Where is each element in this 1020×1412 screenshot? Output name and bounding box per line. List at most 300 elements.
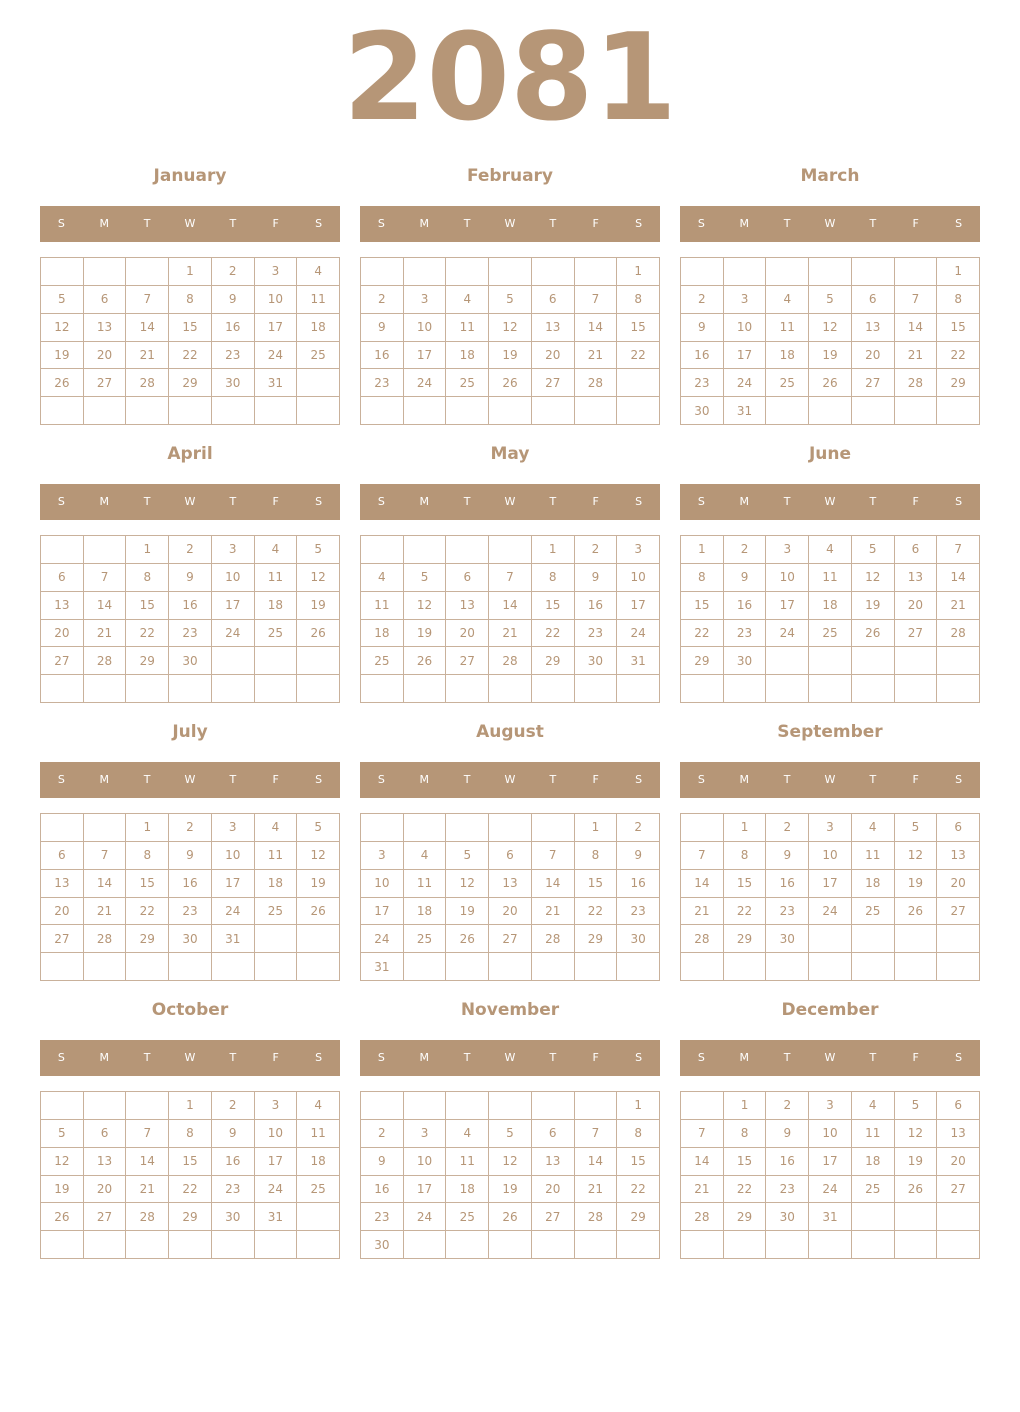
days-grid [40, 535, 340, 703]
day-cell: 10 [724, 314, 767, 342]
weekday-label: M [99, 1051, 110, 1064]
weekday-label: T [463, 1051, 471, 1064]
day-cell: 10 [404, 1148, 447, 1176]
day-cell: 25 [852, 898, 895, 926]
day-cell: 2 [617, 814, 660, 842]
day-cell: 6 [937, 814, 980, 842]
day-cell: 7 [126, 1120, 169, 1148]
empty-day-cell [937, 1231, 980, 1259]
day-cell: 5 [809, 286, 852, 314]
day-cell: 26 [489, 369, 532, 397]
weekday-label: T [229, 773, 237, 786]
day-cell: 31 [361, 953, 404, 981]
empty-day-cell [126, 258, 169, 286]
weekday-label: S [315, 773, 323, 786]
day-cell: 20 [937, 1148, 980, 1176]
weekday-label: M [419, 1051, 430, 1064]
day-cell: 30 [724, 647, 767, 675]
weekday-label: S [697, 217, 705, 230]
day-cell: 6 [532, 286, 575, 314]
day-cell: 15 [126, 870, 169, 898]
empty-day-cell [41, 675, 84, 703]
day-cell: 5 [297, 536, 340, 564]
day-cell: 4 [297, 1092, 340, 1120]
empty-day-cell [489, 953, 532, 981]
day-cell: 19 [404, 620, 447, 648]
day-cell: 14 [575, 1148, 618, 1176]
empty-day-cell [852, 258, 895, 286]
empty-day-cell [446, 675, 489, 703]
empty-day-cell [895, 258, 938, 286]
day-cell: 11 [404, 870, 447, 898]
day-cell: 23 [681, 369, 724, 397]
day-cell: 27 [489, 925, 532, 953]
day-cell: 7 [532, 842, 575, 870]
day-cell: 3 [404, 1120, 447, 1148]
day-cell: 22 [617, 342, 660, 370]
day-cell: 17 [404, 1176, 447, 1204]
day-cell: 15 [532, 592, 575, 620]
weekday-label: T [143, 495, 151, 508]
day-cell: 9 [575, 564, 618, 592]
weekday-label: T [549, 1051, 557, 1064]
empty-day-cell [766, 397, 809, 425]
empty-day-cell [532, 258, 575, 286]
empty-day-cell [532, 953, 575, 981]
empty-day-cell [489, 397, 532, 425]
empty-day-cell [617, 953, 660, 981]
weekday-label: S [377, 495, 385, 508]
day-cell: 30 [575, 647, 618, 675]
empty-day-cell [446, 536, 489, 564]
weekday-label: F [912, 773, 919, 786]
weekday-label: F [592, 1051, 599, 1064]
day-cell: 12 [41, 1148, 84, 1176]
day-cell: 6 [41, 564, 84, 592]
day-cell: 26 [446, 925, 489, 953]
day-cell: 22 [126, 620, 169, 648]
month-name: September [777, 722, 883, 742]
empty-day-cell [895, 397, 938, 425]
empty-day-cell [84, 258, 127, 286]
day-cell: 25 [446, 1203, 489, 1231]
empty-day-cell [532, 1231, 575, 1259]
empty-day-cell [681, 1092, 724, 1120]
empty-day-cell [852, 1231, 895, 1259]
day-cell: 2 [361, 286, 404, 314]
day-cell: 16 [361, 1176, 404, 1204]
day-cell: 18 [297, 1148, 340, 1176]
day-cell: 2 [169, 814, 212, 842]
day-cell: 1 [617, 258, 660, 286]
day-cell: 15 [617, 314, 660, 342]
day-cell: 13 [41, 592, 84, 620]
day-cell: 16 [681, 342, 724, 370]
day-cell: 12 [489, 1148, 532, 1176]
weekday-label: T [783, 495, 791, 508]
day-cell: 27 [937, 898, 980, 926]
weekday-label: T [869, 495, 877, 508]
day-cell: 30 [681, 397, 724, 425]
days-grid [360, 535, 660, 703]
day-cell: 7 [489, 564, 532, 592]
empty-day-cell [255, 647, 298, 675]
day-cell: 5 [404, 564, 447, 592]
month-september [680, 716, 980, 986]
day-cell: 18 [255, 592, 298, 620]
day-cell: 26 [404, 647, 447, 675]
day-cell: 22 [724, 898, 767, 926]
day-cell: 17 [724, 342, 767, 370]
day-cell: 2 [169, 536, 212, 564]
day-cell: 24 [404, 369, 447, 397]
day-cell: 8 [724, 842, 767, 870]
day-cell: 31 [255, 1203, 298, 1231]
empty-day-cell [361, 675, 404, 703]
empty-day-cell [809, 953, 852, 981]
month-name: January [153, 166, 227, 186]
empty-day-cell [169, 675, 212, 703]
day-cell: 18 [809, 592, 852, 620]
day-cell: 24 [255, 1176, 298, 1204]
day-cell: 1 [937, 258, 980, 286]
weekday-label: W [824, 773, 836, 786]
month-october [40, 994, 340, 1264]
day-cell: 5 [41, 1120, 84, 1148]
empty-day-cell [404, 953, 447, 981]
empty-day-cell [895, 925, 938, 953]
day-cell: 31 [255, 369, 298, 397]
empty-day-cell [489, 1092, 532, 1120]
weekday-label: T [143, 773, 151, 786]
day-cell: 29 [126, 647, 169, 675]
day-cell: 18 [404, 898, 447, 926]
day-cell: 13 [489, 870, 532, 898]
day-cell: 27 [895, 620, 938, 648]
empty-day-cell [532, 675, 575, 703]
day-cell: 20 [41, 620, 84, 648]
empty-day-cell [766, 258, 809, 286]
day-cell: 26 [297, 620, 340, 648]
weekday-header [680, 484, 980, 520]
day-cell: 25 [766, 369, 809, 397]
day-cell: 11 [297, 1120, 340, 1148]
day-cell: 19 [852, 592, 895, 620]
day-cell: 15 [724, 1148, 767, 1176]
day-cell: 1 [724, 814, 767, 842]
day-cell: 8 [126, 842, 169, 870]
empty-day-cell [766, 953, 809, 981]
empty-day-cell [212, 953, 255, 981]
day-cell: 7 [575, 1120, 618, 1148]
day-cell: 16 [212, 314, 255, 342]
day-cell: 14 [681, 870, 724, 898]
day-cell: 24 [361, 925, 404, 953]
empty-day-cell [575, 675, 618, 703]
day-cell: 20 [84, 1176, 127, 1204]
day-cell: 9 [617, 842, 660, 870]
day-cell: 12 [404, 592, 447, 620]
weekday-label: S [315, 217, 323, 230]
day-cell: 4 [809, 536, 852, 564]
day-cell: 6 [937, 1092, 980, 1120]
weekday-label: S [955, 495, 963, 508]
day-cell: 16 [575, 592, 618, 620]
day-cell: 22 [617, 1176, 660, 1204]
empty-day-cell [361, 1092, 404, 1120]
day-cell: 10 [212, 564, 255, 592]
day-cell: 12 [297, 842, 340, 870]
day-cell: 13 [937, 842, 980, 870]
day-cell: 28 [84, 647, 127, 675]
empty-day-cell [809, 675, 852, 703]
empty-day-cell [41, 1231, 84, 1259]
weekday-header [360, 484, 660, 520]
day-cell: 28 [126, 369, 169, 397]
weekday-label: S [57, 773, 65, 786]
empty-day-cell [212, 1231, 255, 1259]
day-cell: 8 [532, 564, 575, 592]
weekday-label: M [99, 495, 110, 508]
day-cell: 28 [895, 369, 938, 397]
day-cell: 2 [766, 1092, 809, 1120]
day-cell: 15 [937, 314, 980, 342]
empty-day-cell [84, 1092, 127, 1120]
days-grid [680, 1091, 980, 1259]
empty-day-cell [489, 536, 532, 564]
weekday-label: S [377, 1051, 385, 1064]
month-july [40, 716, 340, 986]
day-cell: 12 [895, 1120, 938, 1148]
day-cell: 13 [937, 1120, 980, 1148]
day-cell: 16 [766, 1148, 809, 1176]
day-cell: 3 [617, 536, 660, 564]
weekday-label: S [635, 1051, 643, 1064]
empty-day-cell [446, 258, 489, 286]
weekday-label: T [869, 1051, 877, 1064]
empty-day-cell [937, 397, 980, 425]
day-cell: 20 [41, 898, 84, 926]
day-cell: 25 [852, 1176, 895, 1204]
empty-day-cell [446, 1092, 489, 1120]
empty-day-cell [489, 258, 532, 286]
day-cell: 21 [532, 898, 575, 926]
weekday-label: S [697, 1051, 705, 1064]
day-cell: 4 [361, 564, 404, 592]
day-cell: 1 [169, 1092, 212, 1120]
day-cell: 5 [446, 842, 489, 870]
day-cell: 23 [169, 620, 212, 648]
day-cell: 7 [575, 286, 618, 314]
day-cell: 28 [84, 925, 127, 953]
weekday-label: T [549, 495, 557, 508]
day-cell: 21 [84, 620, 127, 648]
empty-day-cell [41, 536, 84, 564]
day-cell: 29 [681, 647, 724, 675]
empty-day-cell [724, 1231, 767, 1259]
day-cell: 22 [724, 1176, 767, 1204]
empty-day-cell [724, 675, 767, 703]
empty-day-cell [489, 1231, 532, 1259]
day-cell: 17 [809, 1148, 852, 1176]
weekday-label: T [869, 217, 877, 230]
empty-day-cell [212, 647, 255, 675]
empty-day-cell [937, 953, 980, 981]
empty-day-cell [212, 675, 255, 703]
weekday-label: T [783, 217, 791, 230]
empty-day-cell [681, 258, 724, 286]
empty-day-cell [617, 1231, 660, 1259]
weekday-label: S [635, 773, 643, 786]
day-cell: 19 [446, 898, 489, 926]
empty-day-cell [937, 675, 980, 703]
day-cell: 9 [724, 564, 767, 592]
empty-day-cell [41, 1092, 84, 1120]
days-grid [680, 535, 980, 703]
day-cell: 9 [212, 1120, 255, 1148]
day-cell: 25 [446, 369, 489, 397]
day-cell: 16 [169, 870, 212, 898]
weekday-label: T [463, 773, 471, 786]
day-cell: 30 [617, 925, 660, 953]
day-cell: 28 [681, 925, 724, 953]
weekday-header [680, 206, 980, 242]
weekday-label: F [592, 217, 599, 230]
weekday-label: T [229, 1051, 237, 1064]
day-cell: 26 [895, 898, 938, 926]
day-cell: 20 [895, 592, 938, 620]
day-cell: 11 [852, 842, 895, 870]
day-cell: 4 [255, 814, 298, 842]
weekday-label: S [315, 1051, 323, 1064]
day-cell: 4 [404, 842, 447, 870]
day-cell: 26 [809, 369, 852, 397]
weekday-label: S [377, 773, 385, 786]
day-cell: 9 [212, 286, 255, 314]
day-cell: 19 [895, 1148, 938, 1176]
weekday-label: F [272, 773, 279, 786]
days-grid [680, 813, 980, 981]
empty-day-cell [169, 1231, 212, 1259]
day-cell: 21 [126, 1176, 169, 1204]
day-cell: 3 [809, 814, 852, 842]
day-cell: 19 [41, 342, 84, 370]
weekday-header [40, 206, 340, 242]
day-cell: 25 [361, 647, 404, 675]
day-cell: 23 [575, 620, 618, 648]
day-cell: 17 [212, 870, 255, 898]
day-cell: 5 [41, 286, 84, 314]
day-cell: 25 [255, 898, 298, 926]
empty-day-cell [681, 814, 724, 842]
weekday-label: M [739, 217, 750, 230]
day-cell: 19 [809, 342, 852, 370]
day-cell: 28 [575, 1203, 618, 1231]
day-cell: 14 [681, 1148, 724, 1176]
day-cell: 18 [255, 870, 298, 898]
day-cell: 25 [404, 925, 447, 953]
day-cell: 17 [404, 342, 447, 370]
day-cell: 20 [84, 342, 127, 370]
day-cell: 13 [895, 564, 938, 592]
day-cell: 6 [84, 1120, 127, 1148]
empty-day-cell [489, 675, 532, 703]
day-cell: 26 [297, 898, 340, 926]
weekday-label: F [272, 217, 279, 230]
weekday-label: T [869, 773, 877, 786]
empty-day-cell [446, 953, 489, 981]
day-cell: 29 [532, 647, 575, 675]
empty-day-cell [84, 397, 127, 425]
weekday-label: S [955, 773, 963, 786]
day-cell: 9 [681, 314, 724, 342]
empty-day-cell [617, 369, 660, 397]
day-cell: 19 [41, 1176, 84, 1204]
weekday-label: S [697, 495, 705, 508]
day-cell: 28 [937, 620, 980, 648]
day-cell: 12 [852, 564, 895, 592]
month-march [680, 160, 980, 430]
weekday-label: T [143, 1051, 151, 1064]
day-cell: 17 [809, 870, 852, 898]
weekday-header [40, 762, 340, 798]
day-cell: 17 [766, 592, 809, 620]
weekday-label: T [229, 217, 237, 230]
weekday-label: M [739, 773, 750, 786]
month-name: October [151, 1000, 229, 1020]
day-cell: 9 [766, 1120, 809, 1148]
day-cell: 11 [255, 842, 298, 870]
empty-day-cell [404, 536, 447, 564]
day-cell: 8 [937, 286, 980, 314]
empty-day-cell [681, 1231, 724, 1259]
weekday-label: S [315, 495, 323, 508]
days-grid [360, 813, 660, 981]
weekday-label: T [463, 217, 471, 230]
day-cell: 27 [852, 369, 895, 397]
empty-day-cell [852, 397, 895, 425]
day-cell: 4 [852, 1092, 895, 1120]
day-cell: 13 [532, 314, 575, 342]
day-cell: 2 [212, 258, 255, 286]
day-cell: 17 [361, 898, 404, 926]
day-cell: 13 [84, 314, 127, 342]
day-cell: 25 [297, 1176, 340, 1204]
day-cell: 24 [617, 620, 660, 648]
day-cell: 21 [575, 342, 618, 370]
weekday-header [360, 762, 660, 798]
day-cell: 29 [575, 925, 618, 953]
day-cell: 10 [212, 842, 255, 870]
day-cell: 24 [766, 620, 809, 648]
day-cell: 10 [766, 564, 809, 592]
day-cell: 13 [852, 314, 895, 342]
day-cell: 18 [852, 870, 895, 898]
month-name: July [172, 722, 208, 742]
day-cell: 29 [169, 1203, 212, 1231]
empty-day-cell [41, 258, 84, 286]
weekday-label: S [57, 1051, 65, 1064]
day-cell: 16 [361, 342, 404, 370]
empty-day-cell [809, 397, 852, 425]
day-cell: 19 [489, 1176, 532, 1204]
day-cell: 16 [724, 592, 767, 620]
day-cell: 21 [84, 898, 127, 926]
day-cell: 29 [126, 925, 169, 953]
day-cell: 3 [212, 536, 255, 564]
day-cell: 30 [212, 1203, 255, 1231]
empty-day-cell [895, 1203, 938, 1231]
